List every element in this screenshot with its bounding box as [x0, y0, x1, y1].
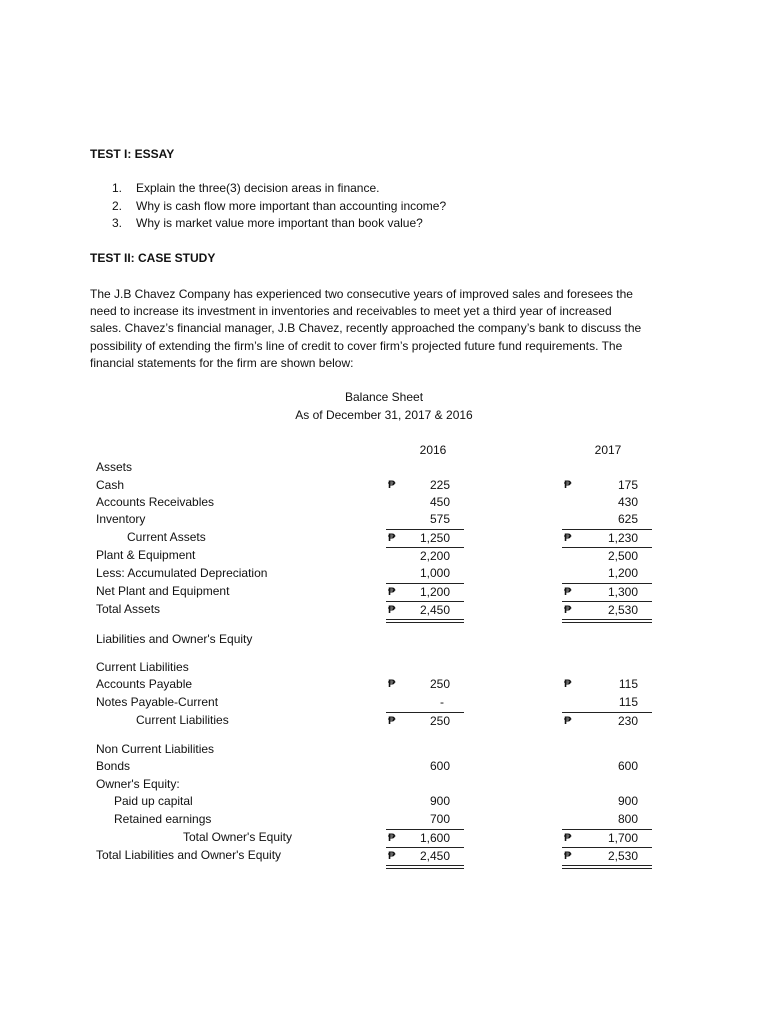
- list-item: [112, 215, 446, 233]
- peso-symbol: ₱: [388, 479, 396, 491]
- cell-value: 1,200: [419, 585, 450, 599]
- row-label: Liabilities and Owner's Equity: [96, 632, 253, 646]
- cell-2016: [386, 547, 464, 566]
- cell-2016: [386, 758, 464, 776]
- cell-2016: [386, 847, 464, 866]
- peso-symbol: ₱: [388, 532, 396, 544]
- row-cash: [0, 477, 768, 495]
- row-retained-earnings: [0, 811, 768, 829]
- cell-2016: [386, 494, 464, 512]
- cell-value: 2,200: [419, 549, 450, 563]
- cell-value: 225: [429, 478, 450, 492]
- cell-value: 900: [617, 794, 638, 808]
- row-label: Inventory: [96, 512, 146, 526]
- cell-2016: [386, 511, 464, 529]
- cell-value: 115: [618, 695, 638, 709]
- cell-value: 430: [617, 495, 638, 509]
- row-label: Notes Payable-Current: [96, 695, 219, 709]
- row-label: Less: Accumulated Depreciation: [96, 566, 268, 580]
- peso-symbol: ₱: [388, 604, 396, 616]
- cell-2016: [386, 676, 464, 694]
- cell-value: 2,530: [607, 849, 638, 863]
- test1-heading: TEST I: ESSAY: [90, 147, 175, 161]
- list-item: [112, 198, 446, 216]
- cell-value: 600: [617, 759, 638, 773]
- cell-value: 800: [617, 812, 638, 826]
- paragraph-line: need to increase its investment in inventories and receivables to meet yet a third year of increased: [90, 304, 612, 319]
- peso-symbol: ₱: [388, 715, 396, 727]
- cell-2016: [386, 583, 464, 602]
- cell-2017: [562, 494, 652, 512]
- balance-sheet-title: Balance Sheet: [344, 390, 424, 404]
- cell-2016: [386, 529, 464, 548]
- section-non-current-liabilities: [0, 741, 768, 759]
- cell-2017: [562, 547, 652, 566]
- row-label: Assets: [96, 460, 133, 474]
- cell-value: 600: [429, 759, 450, 773]
- row-label: Owner's Equity:: [96, 777, 180, 791]
- essay-question-list: [112, 180, 446, 233]
- peso-symbol: ₱: [564, 850, 572, 862]
- cell-2017: [562, 694, 652, 712]
- row-total-assets: [0, 601, 768, 619]
- row-label: Non Current Liabilities: [96, 742, 215, 756]
- question-number: 2.: [112, 198, 123, 213]
- paragraph-line: possibility of extending the firm’s line of credit to cover firm’s projected future fund requirements. The: [90, 338, 623, 353]
- section-owners-equity: [0, 776, 768, 794]
- cell-2017: [562, 477, 652, 495]
- row-notes-payable: [0, 694, 768, 712]
- row-label: Total Liabilities and Owner's Equity: [96, 848, 282, 862]
- row-total-owners-equity: [0, 829, 768, 847]
- cell-2016: [386, 694, 464, 712]
- cell-value: -: [440, 695, 444, 709]
- peso-symbol: ₱: [564, 832, 572, 844]
- cell-value: 625: [617, 512, 638, 526]
- cell-value: 575: [429, 512, 450, 526]
- row-label: Net Plant and Equipment: [96, 584, 230, 598]
- cell-2017: [562, 529, 652, 548]
- cell-2017: [562, 811, 652, 829]
- peso-symbol: ₱: [564, 586, 572, 598]
- peso-symbol: ₱: [388, 586, 396, 598]
- cell-2017: [562, 583, 652, 602]
- peso-symbol: ₱: [388, 678, 396, 690]
- peso-symbol: ₱: [564, 678, 572, 690]
- cell-2016: [386, 793, 464, 811]
- row-label: Paid up capital: [114, 794, 193, 808]
- cell-value: 1,700: [607, 831, 638, 845]
- balance-sheet-subtitle: As of December 31, 2017 & 2016: [295, 408, 473, 422]
- cell-2017: [562, 565, 652, 583]
- column-header-2016: 2016: [419, 443, 447, 457]
- cell-value: 1,230: [607, 531, 638, 545]
- section-current-liabilities: [0, 659, 768, 677]
- row-label: Cash: [96, 478, 125, 492]
- row-label: Accounts Receivables: [96, 495, 215, 509]
- cell-value: 1,000: [419, 566, 450, 580]
- row-net-plant-equipment: [0, 583, 768, 601]
- cell-value: 115: [618, 677, 638, 691]
- peso-symbol: ₱: [564, 479, 572, 491]
- row-label: Current Assets: [127, 530, 206, 544]
- row-paid-up-capital: [0, 793, 768, 811]
- cell-2017: [562, 829, 652, 848]
- cell-2016: [386, 601, 464, 620]
- cell-2017: [562, 758, 652, 776]
- cell-value: 2,450: [419, 849, 450, 863]
- row-bonds: [0, 758, 768, 776]
- row-label: Plant & Equipment: [96, 548, 196, 562]
- question-text: Why is market value more important than book value?: [136, 216, 423, 230]
- cell-value: 1,600: [419, 831, 450, 845]
- peso-symbol: ₱: [388, 850, 396, 862]
- peso-symbol: ₱: [388, 832, 396, 844]
- cell-2017: [562, 712, 652, 731]
- row-label: Accounts Payable: [96, 677, 193, 691]
- case-study-paragraph: [90, 286, 680, 372]
- test2-heading: TEST II: CASE STUDY: [90, 251, 216, 265]
- cell-2016: [386, 565, 464, 583]
- row-label: Current Liabilities: [96, 660, 189, 674]
- cell-value: 250: [429, 714, 450, 728]
- row-current-liabilities-total: [0, 712, 768, 730]
- cell-value: 2,450: [419, 603, 450, 617]
- row-label: Current Liabilities: [136, 713, 229, 727]
- peso-symbol: ₱: [564, 715, 572, 727]
- question-number: 3.: [112, 216, 123, 230]
- row-accounts-receivables: [0, 494, 768, 512]
- cell-2017: [562, 676, 652, 694]
- row-label: Total Owner's Equity: [183, 830, 293, 844]
- question-text: Why is cash flow more important than accounting income?: [136, 198, 447, 213]
- cell-2016: [386, 477, 464, 495]
- row-label: Retained earnings: [114, 812, 212, 826]
- section-liabilities-equity: [0, 631, 768, 649]
- cell-value: 900: [429, 794, 450, 808]
- paragraph-line: financial statements for the firm are shown below:: [90, 355, 354, 370]
- row-inventory: [0, 511, 768, 529]
- row-current-assets: [0, 529, 768, 547]
- row-label: Bonds: [96, 759, 131, 773]
- row-accumulated-depreciation: [0, 565, 768, 583]
- paragraph-line: The J.B Chavez Company has experienced two consecutive years of improved sales and foresees the: [90, 287, 633, 301]
- question-number: 1.: [112, 181, 123, 195]
- row-total-liabilities-equity: [0, 847, 768, 865]
- cell-value: 250: [429, 677, 450, 691]
- cell-value: 175: [617, 478, 638, 492]
- cell-value: 2,500: [607, 549, 638, 563]
- section-assets: [0, 459, 768, 477]
- cell-2017: [562, 511, 652, 529]
- paragraph-line: sales. Chavez’s financial manager, J.B Chavez, recently approached the company’s bank to discuss the: [90, 321, 642, 336]
- peso-symbol: ₱: [564, 604, 572, 616]
- cell-value: 1,200: [607, 566, 638, 580]
- cell-2016: [386, 811, 464, 829]
- row-label: Total Assets: [96, 602, 161, 616]
- column-header-2017: 2017: [594, 443, 622, 457]
- cell-2017: [562, 601, 652, 620]
- cell-value: 700: [429, 812, 450, 826]
- list-item: [112, 180, 446, 198]
- row-accounts-payable: [0, 676, 768, 694]
- cell-value: 1,300: [607, 585, 638, 599]
- cell-value: 2,530: [607, 603, 638, 617]
- cell-value: 1,250: [419, 531, 450, 545]
- peso-symbol: ₱: [564, 532, 572, 544]
- row-plant-equipment: [0, 547, 768, 565]
- cell-2016: [386, 712, 464, 731]
- cell-2016: [386, 829, 464, 848]
- cell-2017: [562, 847, 652, 866]
- cell-value: 230: [617, 714, 638, 728]
- question-text: Explain the three(3) decision areas in finance.: [136, 181, 380, 195]
- cell-2017: [562, 793, 652, 811]
- cell-value: 450: [429, 495, 450, 509]
